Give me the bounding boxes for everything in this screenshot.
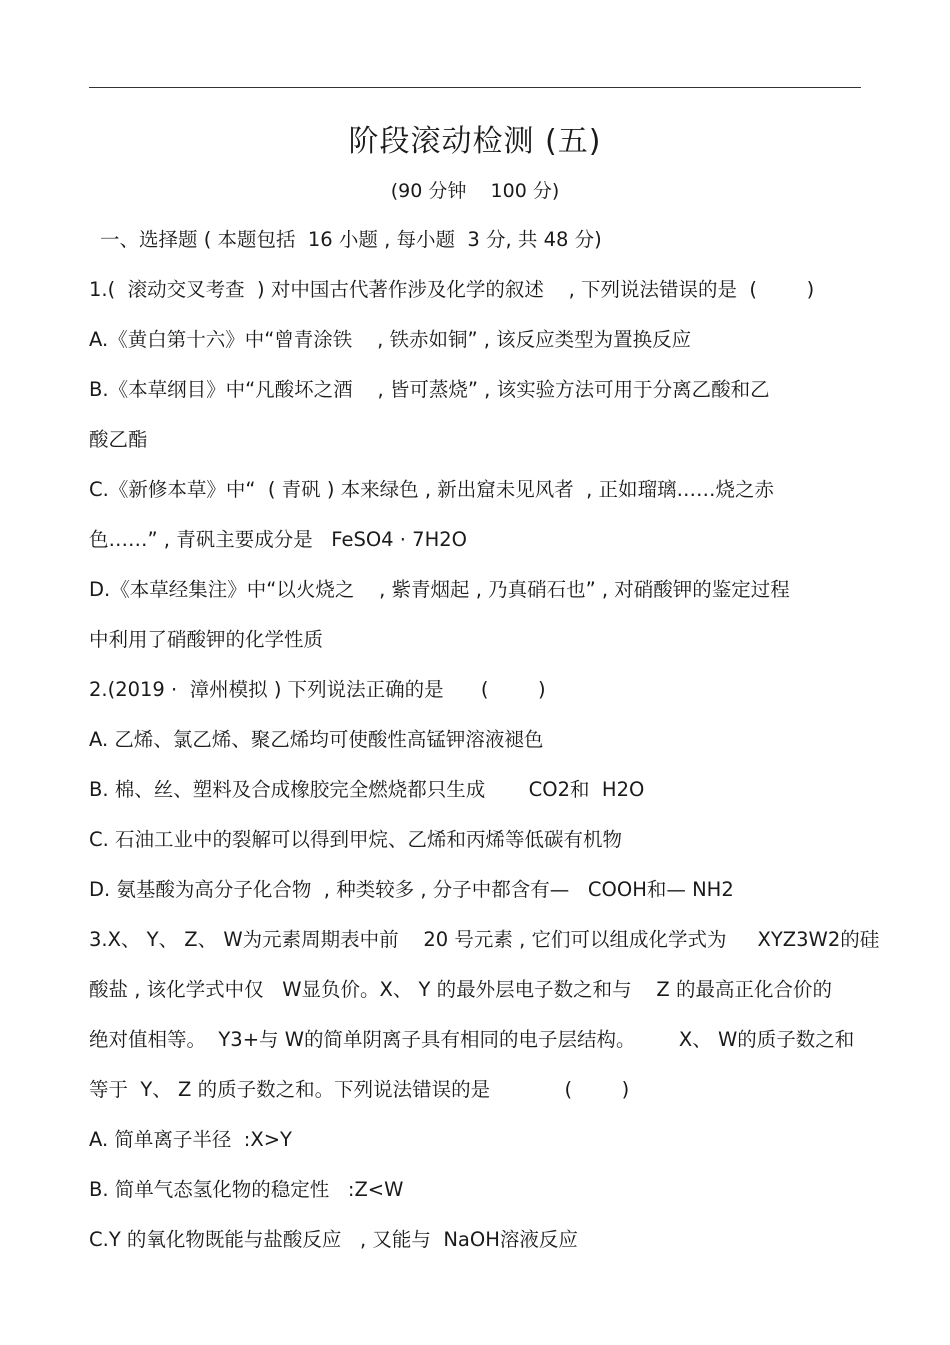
q2-option-b: B. 棉、丝、塑料及合成橡胶完全燃烧都只生成 CO2和 H2O [89, 778, 645, 801]
q1-option-d-cont: 中利用了硝酸钾的化学性质 [89, 628, 324, 651]
exam-duration-score: (90 分钟 100 分) [390, 180, 560, 202]
q2-option-a: A. 乙烯、氯乙烯、聚乙烯均可使酸性高锰钾溶液褪色 [89, 728, 544, 751]
page-title: 阶段滚动检测 (五) [348, 124, 602, 159]
q1-option-c-cont: 色……” , 青矾主要成分是 FeSO4 · 7H2O [89, 528, 467, 551]
q3-option-c: C.Y 的氧化物既能与盐酸反应 , 又能与 NaOH溶液反应 [89, 1228, 578, 1251]
top-rule [89, 87, 861, 88]
q1-option-b-cont: 酸乙酯 [89, 428, 148, 451]
q2-option-d: D. 氨基酸为高分子化合物 , 种类较多 , 分子中都含有— COOH和— NH2 [89, 878, 734, 901]
q3-stem-line-1: 3.X、 Y、 Z、 W为元素周期表中前 20 号元素 , 它们可以组成化学式为 XYZ3W2的硅 [89, 928, 880, 951]
q1-option-c: C.《新修本草》中“ ( 青矾 ) 本来绿色 , 新出窟未见风者 , 正如瑠璃……烧之赤 [89, 478, 775, 501]
q3-stem-line-2: 酸盐 , 该化学式中仅 W显负价。X、 Y 的最外层电子数之和与 Z 的最高正化合价的 [89, 978, 832, 1001]
q3-stem-line-3: 绝对值相等。 Y3+与 W的简单阴离子具有相同的电子层结构。 X、 W的质子数之和 [89, 1028, 855, 1051]
q1-stem: 1.( 滚动交叉考查 ) 对中国古代著作涉及化学的叙述 , 下列说法错误的是 ( ) [89, 278, 815, 301]
q2-option-c: C. 石油工业中的裂解可以得到甲烷、乙烯和丙烯等低碳有机物 [89, 828, 623, 851]
q1-option-a: A.《黄白第十六》中“曾青涂铁 , 铁赤如铜” , 该反应类型为置换反应 [89, 328, 692, 351]
q3-option-a: A. 简单离子半径 :X>Y [89, 1128, 292, 1151]
q3-option-b: B. 简单气态氢化物的稳定性 :Z<W [89, 1178, 404, 1201]
q2-stem: 2.(2019 · 漳州模拟 ) 下列说法正确的是 ( ) [89, 678, 546, 701]
q1-option-b: B.《本草纲目》中“凡酸坏之酒 , 皆可蒸烧” , 该实验方法可用于分离乙酸和乙 [89, 378, 770, 401]
section-heading: 一、选择题 ( 本题包括 16 小题 , 每小题 3 分, 共 48 分) [100, 228, 602, 251]
q3-stem-line-4: 等于 Y、 Z 的质子数之和。下列说法错误的是 ( ) [89, 1078, 630, 1101]
q1-option-d: D.《本草经集注》中“以火烧之 , 紫青烟起 , 乃真硝石也” , 对硝酸钾的鉴定过程 [89, 578, 790, 601]
